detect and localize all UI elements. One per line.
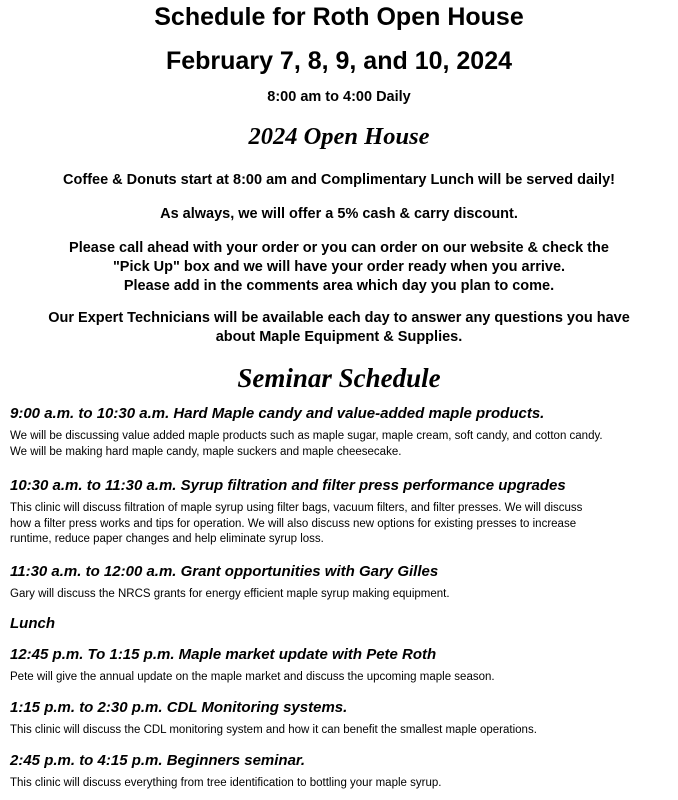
description-line: We will be making hard maple candy, maple suckers and maple cheesecake. bbox=[10, 445, 402, 458]
session-description bbox=[10, 587, 675, 603]
session-item bbox=[10, 476, 675, 548]
paragraph-line: about Maple Equipment & Supplies. bbox=[215, 329, 463, 345]
lunch-break bbox=[10, 614, 675, 634]
page-title: Schedule for Roth Open House bbox=[154, 3, 524, 31]
session-item bbox=[10, 404, 675, 460]
session-item bbox=[10, 645, 675, 686]
paragraph-line: Please add in the comments area which day you plan to come. bbox=[123, 278, 555, 294]
event-hours: 8:00 am to 4:00 Daily bbox=[267, 89, 411, 105]
description-line: This clinic will discuss filtration of maple syrup using filter bags, vacuum filters, and filter presses. We will discuss bbox=[10, 502, 583, 514]
description-line: This clinic will discuss the CDL monitoring system and how it can benefit the smallest maple operations. bbox=[10, 724, 537, 736]
paragraph-line: As always, we will offer a 5% cash & carry discount. bbox=[160, 206, 518, 222]
session-item bbox=[10, 751, 675, 792]
session-description bbox=[10, 670, 675, 686]
paragraph-line: Coffee & Donuts start at 8:00 am and Complimentary Lunch will be served daily! bbox=[63, 172, 615, 188]
session-description bbox=[10, 723, 675, 739]
event-dates: February 7, 8, 9, and 10, 2024 bbox=[165, 47, 513, 75]
coffee-lunch-paragraph bbox=[0, 171, 678, 190]
session-title: 9:00 a.m. to 10:30 a.m. Hard Maple candy and value-added maple products. bbox=[10, 405, 545, 422]
session-item bbox=[10, 562, 675, 603]
session-title: 11:30 a.m. to 12:00 a.m. Grant opportunities with Gary Gilles bbox=[10, 563, 439, 580]
description-line: Pete will give the annual update on the maple market and discuss the upcoming maple season. bbox=[10, 671, 495, 683]
session-item bbox=[10, 698, 675, 739]
seminar-heading: Seminar Schedule bbox=[237, 363, 441, 393]
session-title: 1:15 p.m. to 2:30 p.m. CDL Monitoring systems. bbox=[10, 699, 348, 716]
technicians-paragraph bbox=[0, 309, 678, 347]
session-title: 2:45 p.m. to 4:15 p.m. Beginners seminar. bbox=[10, 752, 306, 769]
open-house-heading: 2024 Open House bbox=[248, 123, 430, 150]
session-title: 12:45 p.m. To 1:15 p.m. Maple market update with Pete Roth bbox=[10, 646, 437, 663]
paragraph-line: Please call ahead with your order or you can order on our website & check the bbox=[69, 240, 609, 256]
paragraph-line: "Pick Up" box and we will have your order ready when you arrive. bbox=[112, 259, 566, 275]
session-title: Lunch bbox=[10, 615, 55, 632]
paragraph-line: Our Expert Technicians will be available each day to answer any questions you have bbox=[48, 310, 630, 326]
description-line: runtime, reduce paper changes and help eliminate syrup loss. bbox=[10, 533, 324, 545]
description-line: We will be discussing value added maple products such as maple sugar, maple cream, soft candy, and cotton candy. bbox=[10, 430, 603, 442]
session-title: 10:30 a.m. to 11:30 a.m. Syrup filtration and filter press performance upgrades bbox=[10, 477, 566, 494]
description-line: This clinic will discuss everything from tree identification to bottling your maple syrup. bbox=[10, 777, 442, 789]
description-line: how a filter press works and tips for operation. We will also discuss new options for existing presses to increase bbox=[10, 517, 577, 530]
discount-paragraph bbox=[0, 205, 678, 224]
session-description bbox=[10, 501, 675, 548]
session-description bbox=[10, 776, 675, 792]
session-description bbox=[10, 429, 675, 460]
description-line: Gary will discuss the NRCS grants for energy efficient maple syrup making equipment. bbox=[10, 588, 450, 600]
order-ahead-paragraph bbox=[0, 239, 678, 296]
